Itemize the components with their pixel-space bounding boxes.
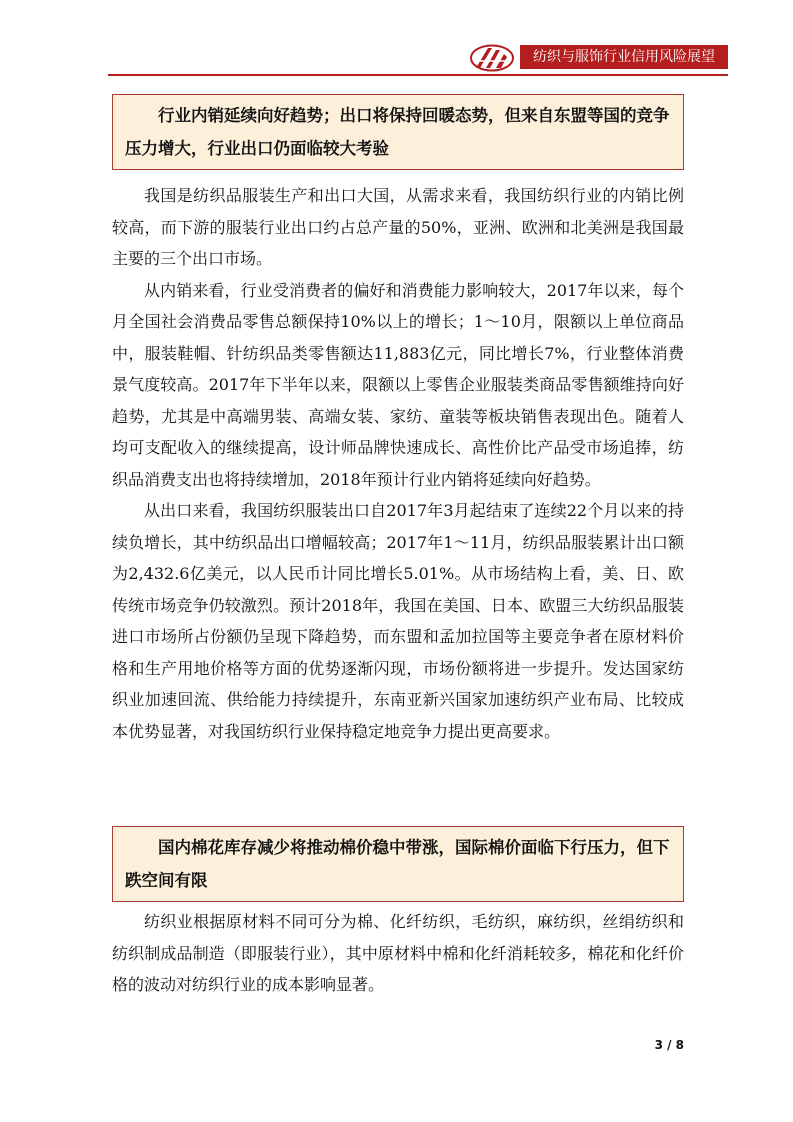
page-header <box>0 0 793 80</box>
body-paragraph: 从内销来看，行业受消费者的偏好和消费能力影响较大，2017年以来，每个月全国社会消费品零售总额保持10%以上的增长；1～10月，限额以上单位商品中，服装鞋帽、针纺织品类零售额达11,883亿元，同比增长7%，行业整体消费景气度较高。2017年下半年以来，限额以上零售企业服装类商品零售额维持向好趋势，尤其是中高端男装、高端女装、家纺、童装等板块销售表现出色。随着人均可支配收入的继续提高，设计师品牌快速成长、高性价比产品受市场追捧，纺织品消费支出也将持续增加，2018年预计行业内销将延续向好趋势。 <box>112 280 684 489</box>
body-paragraph: 纺织业根据原材料不同可分为棉、化纤纺织，毛纺织，麻纺织，丝绢纺织和纺织制成品制造（即服装行业），其中原材料中棉和化纤消耗较多，棉花和化纤价格的波动对纺织行业的成本影响显著。 <box>112 912 684 994</box>
company-logo-icon <box>470 44 514 72</box>
page-number: 3 / 8 <box>654 1038 684 1052</box>
callout-box-export <box>112 94 684 170</box>
body-paragraph: 从出口来看，我国纺织服装出口自2017年3月起结束了连续22个月以来的持续负增长，其中纺织品出口增幅较高；2017年1～11月，纺织品服装累计出口额为2,432.6亿美元，以人民币计同比增长5.01%。从市场结构上看，美、日、欧传统市场竞争仍较激烈。预计2018年，我国在美国、日本、欧盟三大纺织品服装进口市场所占份额仍呈现下降趋势，而东盟和孟加拉国等主要竞争者在原材料价格和生产用地价格等方面的优势逐渐闪现，市场份额将进一步提升。发达国家纺织业加速回流、供给能力持续提升，东南亚新兴国家加速纺织产业布局、比较成本优势显著，对我国纺织行业保持稳定地竞争力提出更高要求。 <box>112 501 684 741</box>
body-paragraph: 我国是纺织品服装生产和出口大国，从需求来看，我国纺织行业的内销比例较高，而下游的服装行业出口约占总产量的50%，亚洲、欧洲和北美洲是我国最主要的三个出口市场。 <box>112 186 684 268</box>
header-divider <box>108 74 728 76</box>
section-body-demand <box>112 180 684 747</box>
report-title-badge: 纺织与服饰行业信用风险展望 <box>520 45 728 69</box>
callout-box-cotton <box>112 826 684 902</box>
callout-text: 行业内销延续向好趋势；出口将保持回暖态势，但来自东盟等国的竞争压力增大，行业出口仍面临较大考验 <box>125 106 670 158</box>
section-body-cotton <box>112 906 684 1001</box>
callout-text: 国内棉花库存减少将推动棉价稳中带涨，国际棉价面临下行压力，但下跌空间有限 <box>125 838 670 890</box>
